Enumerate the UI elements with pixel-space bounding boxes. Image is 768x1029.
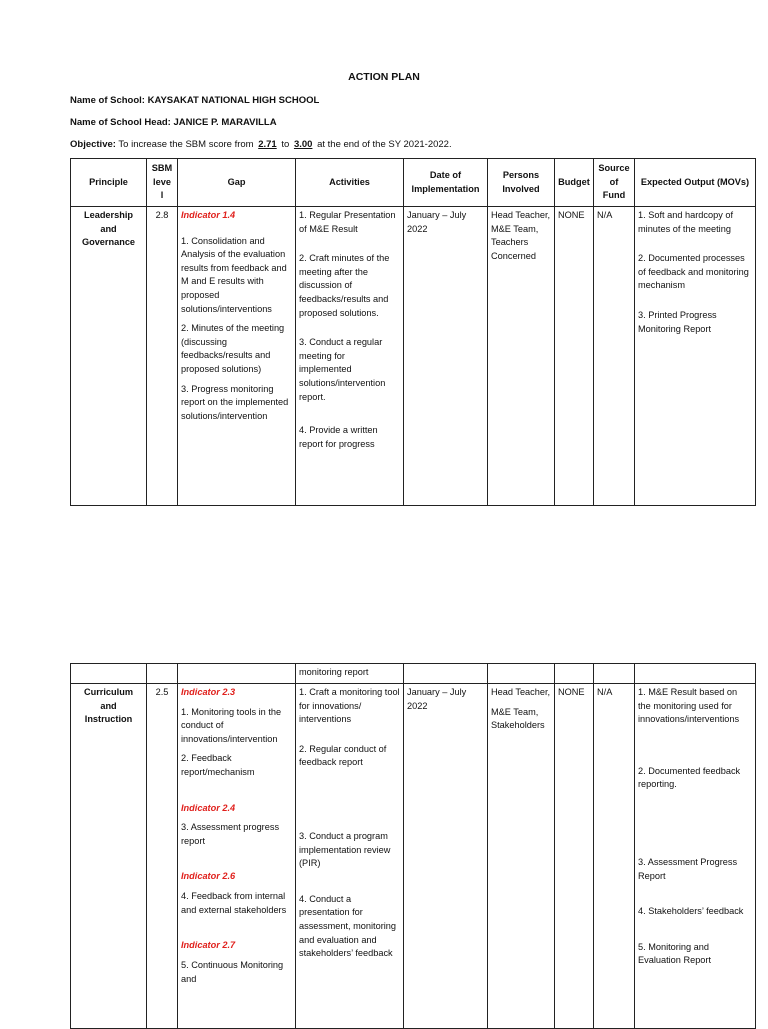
objective-mid: to	[281, 139, 290, 150]
cell-principle: Curriculum and Instruction	[71, 684, 147, 1029]
header-budget: Budget	[555, 159, 594, 207]
school-name-line	[70, 94, 319, 107]
cell-principle: Leadership and Governance	[71, 207, 147, 506]
cell-budget: NONE	[555, 684, 594, 1029]
school-name-value: KAYSAKAT NATIONAL HIGH SCHOOL	[147, 95, 320, 106]
objective-from-score: 2.71	[258, 139, 277, 150]
header-gap: Gap	[178, 159, 296, 207]
objective-target-score: 3.00	[293, 139, 313, 150]
objective-line	[70, 138, 452, 151]
page-title: ACTION PLAN	[348, 71, 420, 83]
header-persons: Persons Involved	[488, 159, 555, 207]
school-head-label: Name of School Head:	[70, 117, 171, 128]
action-plan-table-page1	[70, 158, 756, 506]
table-row	[71, 207, 756, 506]
objective-pre: To increase the SBM score from	[118, 139, 254, 150]
header-source-of-fund: Source of Fund	[594, 159, 635, 207]
cell-source: N/A	[594, 207, 635, 506]
cell-activities-continued: monitoring report	[296, 664, 404, 684]
cell-sbm-level: 2.5	[147, 684, 178, 1029]
cell-persons: Head Teacher, M&E Team, Stakeholders	[488, 684, 555, 1029]
indicator-label: Indicator 2.4	[181, 802, 236, 813]
cell-expected-output: 1. Soft and hardcopy of minutes of the meeting 2. Documented processes of feedback and monitoring mechanism 3. Printed Progress Monitoring Report	[635, 207, 756, 506]
cell-gap: Indicator 2.3 1. Monitoring tools in the conduct of innovations/intervention 2. Feedback report/mechanism Indicator 2.4 3. Assessment progress report Indicator 2.6 4. Feedback from internal and external stakeholders Indicator 2.7 5. Continuous Monitoring and	[178, 684, 296, 1029]
cell-gap: Indicator 1.4 1. Consolidation and Analysis of the evaluation results from feedback and M and E results with proposed solutions/interventions 2. Minutes of the meeting (discussing feedbacks/results and proposed solutions) 3. Progress monitoring report on the implemented solutions/intervention	[178, 207, 296, 506]
cell-activities: 1. Regular Presentation of M&E Result 2. Craft minutes of the meeting after the discussion of feedbacks/results and proposed solutions. 3. Conduct a regular meeting for implemented solutions/intervention report. 4. Provide a written report for progress	[296, 207, 404, 506]
cell-sbm-level: 2.8	[147, 207, 178, 506]
header-activities: Activities	[296, 159, 404, 207]
indicator-label: Indicator 2.7	[181, 940, 236, 951]
cell-persons: Head Teacher, M&E Team, Teachers Concerned	[488, 207, 555, 506]
cell-budget: NONE	[555, 207, 594, 506]
school-name-label: Name of School:	[70, 95, 145, 106]
header-expected-output: Expected Output (MOVs)	[635, 159, 756, 207]
school-head-value: JANICE P. MARAVILLA	[173, 117, 277, 128]
indicator-label: Indicator 2.3	[181, 687, 236, 697]
cell-activities: 1. Craft a monitoring tool for innovations/ interventions 2. Regular conduct of feedback report 3. Conduct a program implementation review (PIR) 4. Conduct a presentation for assessment, monitoring and evaluation and stakeholders’ feedback	[296, 684, 404, 1029]
cell-expected-output: 1. M&E Result based on the monitoring used for innovations/interventions 2. Documented feedback reporting. 3. Assessment Progress Report 4. Stakeholders’ feedback 5. Monitoring and Evaluation Report	[635, 684, 756, 1029]
table-row	[71, 684, 756, 1029]
header-sbm-level: SBM leve l	[147, 159, 178, 207]
table-continuation-row	[71, 664, 756, 684]
cell-source: N/A	[594, 684, 635, 1029]
header-date: Date of Implementation	[404, 159, 488, 207]
table-header-row	[71, 159, 756, 207]
indicator-label: Indicator 2.6	[181, 871, 236, 882]
cell-date: January – July 2022	[404, 207, 488, 506]
header-principle: Principle	[71, 159, 147, 207]
action-plan-table-page2	[70, 663, 756, 1029]
objective-post: at the end of the SY 2021-2022.	[317, 139, 452, 150]
objective-label: Objective:	[70, 139, 116, 150]
indicator-label: Indicator 1.4	[181, 210, 236, 220]
cell-date: January – July 2022	[404, 684, 488, 1029]
school-head-line	[70, 116, 277, 129]
